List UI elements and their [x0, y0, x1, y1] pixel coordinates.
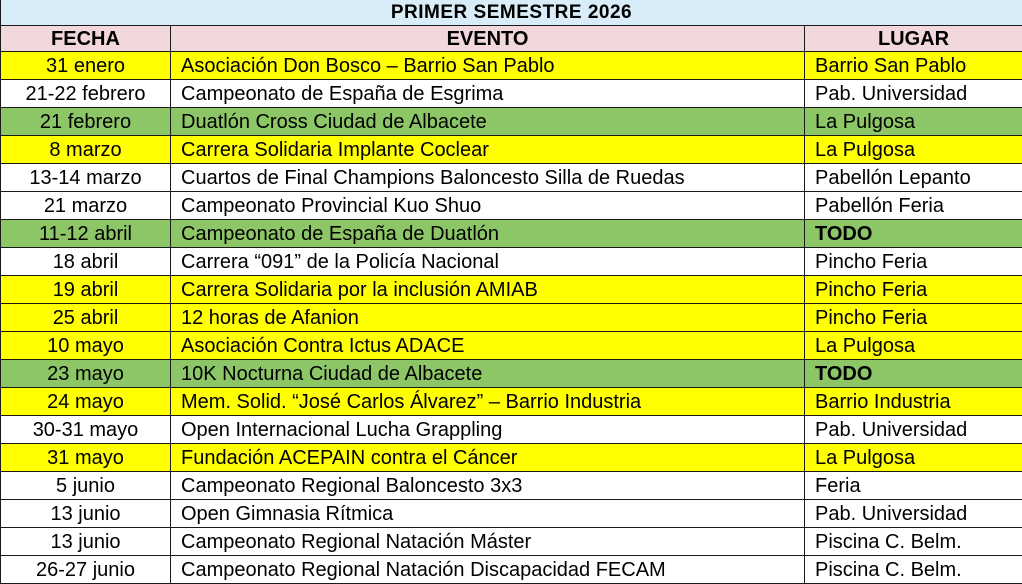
cell-evento: Carrera Solidaria por la inclusión AMIAB	[171, 276, 805, 304]
title-row	[1, 0, 1022, 26]
table-row	[1, 164, 1022, 192]
cell-evento: Asociación Don Bosco – Barrio San Pablo	[171, 52, 805, 80]
cell-fecha: 13 junio	[1, 528, 171, 556]
cell-lugar: Pab. Universidad	[805, 416, 1022, 444]
cell-evento: Carrera Solidaria Implante Coclear	[171, 136, 805, 164]
cell-evento: Campeonato de España de Duatlón	[171, 220, 805, 248]
cell-lugar: Barrio Industria	[805, 388, 1022, 416]
table-row	[1, 136, 1022, 164]
cell-evento: Carrera “091” de la Policía Nacional	[171, 248, 805, 276]
table-row	[1, 528, 1022, 556]
cell-evento: Mem. Solid. “José Carlos Álvarez” – Barrio Industria	[171, 388, 805, 416]
cell-fecha: 30-31 mayo	[1, 416, 171, 444]
cell-lugar: La Pulgosa	[805, 108, 1022, 136]
header-evento: EVENTO	[171, 26, 805, 52]
cell-fecha: 31 enero	[1, 52, 171, 80]
cell-fecha: 19 abril	[1, 276, 171, 304]
cell-lugar: Pincho Feria	[805, 304, 1022, 332]
table-row	[1, 108, 1022, 136]
cell-lugar: TODO	[805, 360, 1022, 388]
table-row	[1, 444, 1022, 472]
cell-lugar: Piscina C. Belm.	[805, 556, 1022, 584]
table-row	[1, 220, 1022, 248]
table-row	[1, 276, 1022, 304]
header-row	[1, 26, 1022, 52]
table-row	[1, 80, 1022, 108]
cell-fecha: 5 junio	[1, 472, 171, 500]
table-row	[1, 332, 1022, 360]
cell-fecha: 8 marzo	[1, 136, 171, 164]
cell-evento: Open Internacional Lucha Grappling	[171, 416, 805, 444]
cell-lugar: Pab. Universidad	[805, 500, 1022, 528]
cell-evento: Open Gimnasia Rítmica	[171, 500, 805, 528]
cell-lugar: Pab. Universidad	[805, 80, 1022, 108]
cell-fecha: 25 abril	[1, 304, 171, 332]
cell-lugar: Pincho Feria	[805, 276, 1022, 304]
cell-lugar: Barrio San Pablo	[805, 52, 1022, 80]
table-row	[1, 304, 1022, 332]
cell-evento: Campeonato Provincial Kuo Shuo	[171, 192, 805, 220]
table-row	[1, 556, 1022, 584]
cell-fecha: 18 abril	[1, 248, 171, 276]
cell-lugar: Pabellón Feria	[805, 192, 1022, 220]
cell-fecha: 23 mayo	[1, 360, 171, 388]
cell-evento: Campeonato Regional Natación Discapacidad FECAM	[171, 556, 805, 584]
cell-fecha: 21-22 febrero	[1, 80, 171, 108]
cell-lugar: Feria	[805, 472, 1022, 500]
cell-fecha: 31 mayo	[1, 444, 171, 472]
cell-evento: Fundación ACEPAIN contra el Cáncer	[171, 444, 805, 472]
table-row	[1, 472, 1022, 500]
cell-evento: Duatlón Cross Ciudad de Albacete	[171, 108, 805, 136]
cell-lugar: Pincho Feria	[805, 248, 1022, 276]
table-row	[1, 388, 1022, 416]
cell-fecha: 13 junio	[1, 500, 171, 528]
cell-fecha: 11-12 abril	[1, 220, 171, 248]
table-row	[1, 360, 1022, 388]
cell-evento: Campeonato de España de Esgrima	[171, 80, 805, 108]
cell-lugar: Pabellón Lepanto	[805, 164, 1022, 192]
cell-fecha: 26-27 junio	[1, 556, 171, 584]
cell-lugar: La Pulgosa	[805, 136, 1022, 164]
cell-fecha: 24 mayo	[1, 388, 171, 416]
cell-evento: Campeonato Regional Baloncesto 3x3	[171, 472, 805, 500]
cell-fecha: 21 febrero	[1, 108, 171, 136]
cell-lugar: TODO	[805, 220, 1022, 248]
cell-fecha: 13-14 marzo	[1, 164, 171, 192]
table-row	[1, 52, 1022, 80]
cell-lugar: Piscina C. Belm.	[805, 528, 1022, 556]
cell-fecha: 10 mayo	[1, 332, 171, 360]
header-fecha: FECHA	[1, 26, 171, 52]
table-row	[1, 192, 1022, 220]
table-title: PRIMER SEMESTRE 2026	[1, 0, 1022, 26]
cell-lugar: La Pulgosa	[805, 444, 1022, 472]
cell-lugar: La Pulgosa	[805, 332, 1022, 360]
cell-evento: Cuartos de Final Champions Baloncesto Silla de Ruedas	[171, 164, 805, 192]
cell-evento: Asociación Contra Ictus ADACE	[171, 332, 805, 360]
cell-evento: Campeonato Regional Natación Máster	[171, 528, 805, 556]
table-row	[1, 248, 1022, 276]
table-row	[1, 416, 1022, 444]
cell-evento: 10K Nocturna Ciudad de Albacete	[171, 360, 805, 388]
header-lugar: LUGAR	[805, 26, 1022, 52]
cell-evento: 12 horas de Afanion	[171, 304, 805, 332]
table-row	[1, 500, 1022, 528]
cell-fecha: 21 marzo	[1, 192, 171, 220]
